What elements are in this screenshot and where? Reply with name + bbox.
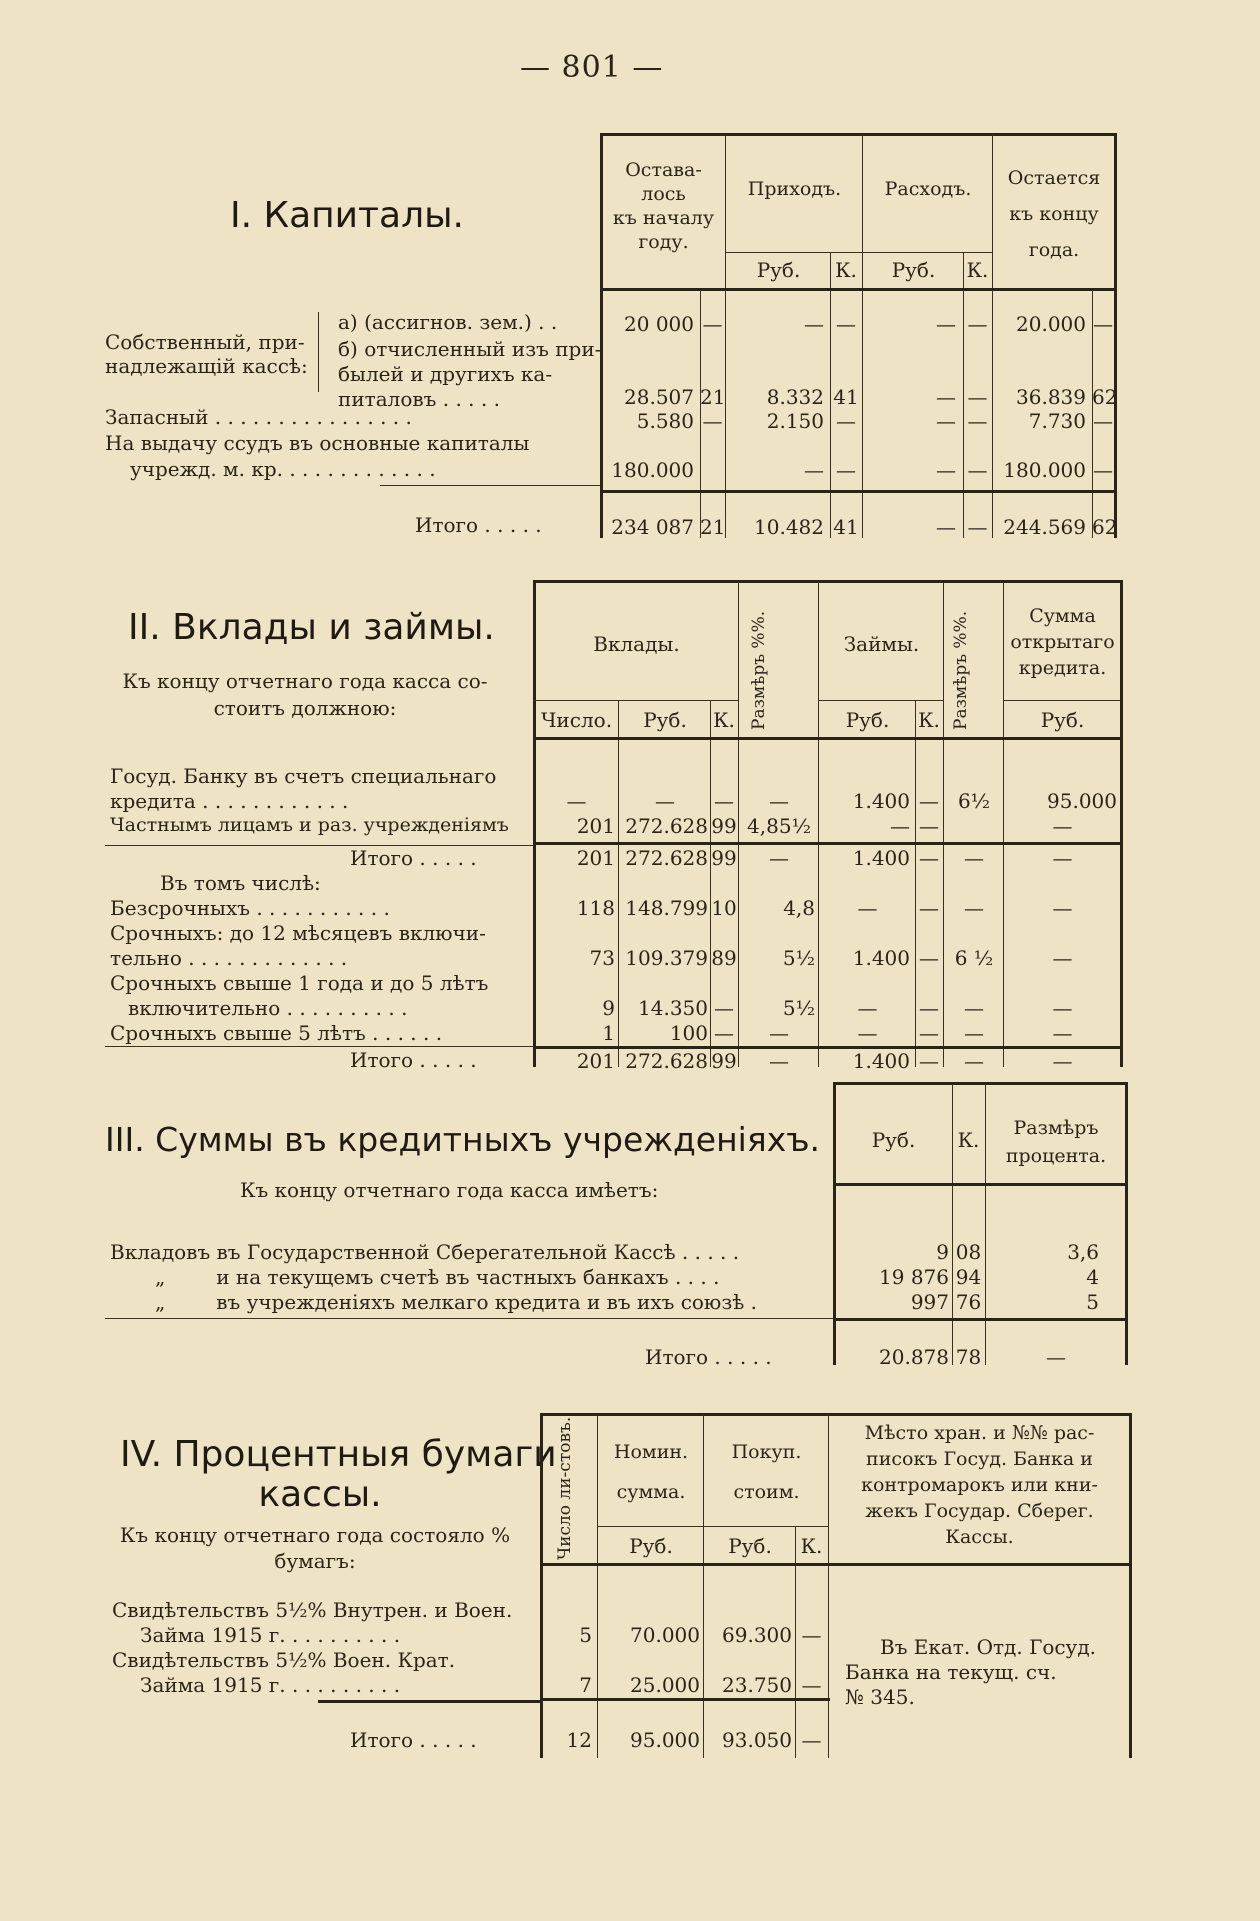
total-label: Итого . . . . .	[415, 513, 542, 537]
total-label: Итого . . . . .	[350, 1048, 477, 1072]
document-page: — 801 — I. Капиталы. Остава- лось къ началу году. Приходъ. Расходъ. Остается къ концу года. Руб. К. Руб. К. Собственный, при- надлежащій кассѣ: а) (ассигнов. зем.) . . б) отчисленный изъ при- былей и другихъ ка- питаловъ . . . . . Запасный . . . . . . . . . . . . . . . . На выдачу ссудъ въ основные капиталы учрежд. м. кр. . . . . . . . . . . . . Итого . . . . . 20 000 — — — — — 20.000 — 28.507 21 8.332 41 — — 36.839 62 5.580 — 2.150 — — — 7.730 — 180.000 — — — — 180.000 — 234 087 21 10.482 41 — — 244.569 62 II. Вклады и займы. Къ концу отчетнаго года касса со- стоитъ должною: Вклады. Размѣръ %%. Займы. Размѣръ %%. Сумма открытаго кредита. Число. Руб. К. Руб. К. Руб. Госуд. Банку въ счетъ специальнаго кредита . . . . . . . . . . . . Частнымъ лицамъ и раз. учрежденіямъ Итого . . . . . Въ томъ числѣ: Безсрочныхъ . . . . . . . . . . . Срочныхъ: до 12 мѣсяцевъ включи- тельно . . . . . . . . . . . . . Срочныхъ свыше 1 года и до 5 лѣтъ включительно . . . . . . . . . . Срочныхъ свыше 5 лѣтъ . . . . . . Итого . . . . . — — — — 1.400 — 6½ 95.000 201 272.628 99 4,85½ — — — 201 272.628 99 — 1.400 — — — 118 148.799 10 4,8 — — — — 73 109.379 89 5½ 1.400 — 6 ½ — 9 14.350 — 5½ — — — — 1 100 — — — — — — 201 272.628 99 — 1.400 — — — III. Суммы въ кредитныхъ учрежденіяхъ. Къ концу отчетнаго года касса имѣетъ: Руб. К. Размѣръ процента. Вкладовъ въ Государственной Сберегательной Кассѣ . . . . . „ и на текущемъ счетѣ въ частныхъ банкахъ . . . . „ въ учрежденіяхъ мелкаго кредита и въ ихъ союзѣ . Итого . . . . . 9 08 3,6 19 876 94 4 997 76 5 20.878 78 — IV. Процентныя бумаги кассы. Къ концу отчетнаго года состояло % бумагъ: Число ли-стовъ. Номин. сумма. Покуп. стоим. Мѣсто хран. и №№ рас- писокъ Госуд. Банка и контромарокъ или кни- жекъ Государ. Сберег. Кассы. Руб. Руб. К. Свидѣтельствъ 5½% Внутрен. и Воен. Займа 1915 г. . . . . . . . . . Свидѣтельствъ 5½% Воен. Крат. Займа 1915 г. . . . . . . . . . Итого . . . . . 5 70.000 69.300 — 7 25.000 23.750 — 12 95.000 93.050 — Въ Екат. Отд. Госуд. Банка на текущ. сч. № 345.	[0, 0, 1260, 1921]
header-kop: К.	[918, 708, 940, 732]
section-title: I. Капиталы.	[230, 195, 464, 236]
section-subtitle: Къ концу отчетнаго года состояло % бумагъ:	[119, 1523, 511, 1573]
header-kop: К.	[957, 1128, 980, 1152]
row-label: Срочныхъ свыше 1 года и до 5 лѣтъ	[110, 971, 489, 995]
header-income: Приходъ.	[747, 178, 842, 200]
header-rate: Размѣръ %%.	[749, 610, 769, 730]
header-nominal: Номин. сумма.	[613, 1441, 689, 1503]
header-kop: К.	[835, 258, 857, 282]
row-label: б) отчисленный изъ при- былей и другихъ ка- питаловъ . . . . .	[338, 337, 602, 411]
row-label: Госуд. Банку въ счетъ специальнаго	[110, 764, 497, 788]
header-rub: Руб.	[871, 1128, 916, 1152]
row-label: Частнымъ лицамъ и раз. учрежденіямъ	[110, 814, 509, 836]
header-rub: Руб.	[845, 708, 890, 732]
row-label: Свидѣтельствъ 5½% Внутрен. и Воен.	[112, 1598, 513, 1622]
header-credit-sum: Сумма открытаго кредита.	[1010, 605, 1115, 679]
total-label: Итого . . . . .	[350, 846, 477, 870]
row-label: Въ томъ числѣ:	[160, 871, 321, 895]
header-rub: Руб.	[891, 258, 936, 282]
section-subtitle: Къ концу отчетнаго года касса со- стоитъ должною:	[122, 669, 488, 720]
header-rate: Размѣръ %%.	[951, 610, 971, 730]
header-purchase: Покуп. стоим.	[731, 1441, 802, 1503]
row-label: „ въ учрежденіяхъ мелкаго кредита и въ ихъ союзѣ .	[155, 1290, 758, 1314]
row-label: На выдачу ссудъ въ основные капиталы учрежд. м. кр. . . . . . . . . . . . .	[105, 431, 530, 481]
row-label: Срочныхъ свыше 5 лѣтъ . . . . . .	[110, 1021, 443, 1045]
header-count: Число ли-стовъ.	[555, 1416, 575, 1560]
header-rub: Руб.	[643, 708, 687, 732]
row-label: Запасный . . . . . . . . . . . . . . . .	[105, 405, 412, 429]
header-kop: К.	[713, 708, 735, 732]
total-label: Итого . . . . .	[350, 1728, 477, 1752]
row-label: включительно . . . . . . . . . .	[128, 996, 408, 1020]
section-subtitle: Къ концу отчетнаго года касса имѣетъ:	[240, 1178, 659, 1202]
header-deposits: Вклады.	[593, 632, 680, 656]
header-count: Число.	[540, 708, 613, 732]
header-kop: К.	[966, 258, 989, 282]
row-label: а) (ассигнов. зем.) . .	[338, 310, 558, 334]
total-label: Итого . . . . .	[645, 1345, 772, 1369]
row-label: Вкладовъ въ Государственной Сберегательной Кассѣ . . . . .	[110, 1240, 740, 1264]
header-rub: Руб.	[728, 1534, 772, 1558]
row-label: Займа 1915 г. . . . . . . . . .	[140, 1623, 401, 1647]
row-label: „ и на текущемъ счетѣ въ частныхъ банкахъ . . . .	[155, 1265, 720, 1289]
header-kop: К.	[800, 1534, 823, 1558]
header-rate: Размѣръ процента.	[1005, 1117, 1107, 1167]
header-rub: Руб.	[629, 1534, 673, 1558]
section-title: III. Суммы въ кредитныхъ учрежденіяхъ.	[105, 1120, 821, 1159]
page-number: — 801 —	[520, 50, 664, 85]
row-label: кредита . . . . . . . . . . . .	[110, 789, 349, 813]
storage-place: Въ Екат. Отд. Госуд. Банка на текущ. сч. № 345.	[845, 1635, 1096, 1709]
header-expense: Расходъ.	[884, 178, 972, 200]
header-storage: Мѣсто хран. и №№ рас- писокъ Госуд. Банка и контромарокъ или кни- жекъ Государ. Сберег. Кассы.	[861, 1422, 1098, 1548]
own-capital-label: Собственный, при- надлежащій кассѣ:	[105, 330, 308, 378]
header-loans: Займы.	[843, 632, 920, 656]
section-title: II. Вклады и займы.	[128, 607, 495, 648]
section-title: IV. Процентныя бумаги кассы.	[120, 1434, 557, 1515]
header-rub: Руб.	[1040, 708, 1085, 732]
header-rub: Руб.	[756, 258, 801, 282]
row-label: Срочныхъ: до 12 мѣсяцевъ включи-	[110, 921, 486, 945]
header-start-balance: Остава- лось къ началу году.	[612, 159, 715, 253]
row-label: Свидѣтельствъ 5½% Воен. Крат.	[112, 1648, 456, 1672]
header-end-balance: Остается къ концу года.	[1007, 167, 1101, 261]
row-label: Займа 1915 г. . . . . . . . . .	[140, 1673, 401, 1697]
row-label: тельно . . . . . . . . . . . . .	[110, 946, 348, 970]
row-label: Безсрочныхъ . . . . . . . . . . .	[110, 896, 390, 920]
